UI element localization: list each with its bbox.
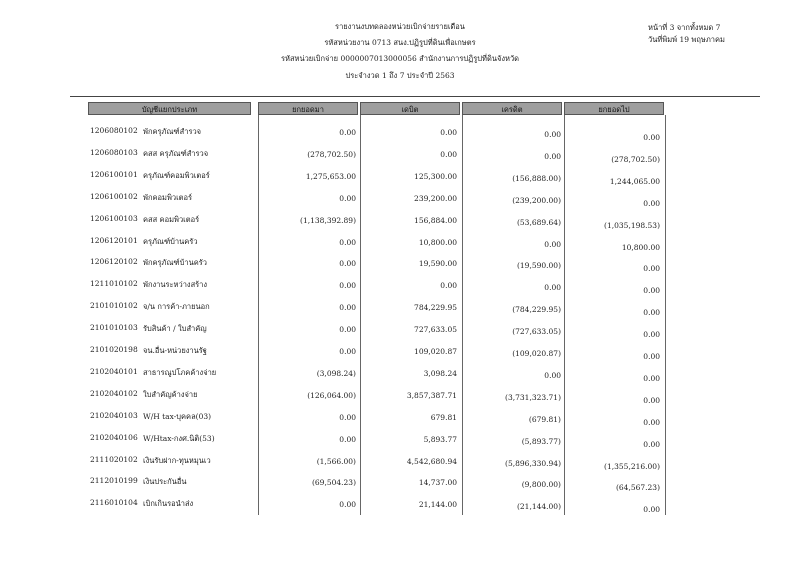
brought-forward-value: (1,138,392.89) [300,215,356,225]
account-name: คสส ครุภัณฑ์สำรวจ [143,148,209,158]
print-date: วันที่พิมพ์ 19 พฤษภาคม [648,35,725,44]
debit-value: 5,893.77 [423,434,457,444]
brought-forward-value: 0.00 [339,193,356,203]
table-row [0,232,800,251]
brought-forward-value: 0.00 [339,303,356,313]
agency-line: รหัสหน่วยงาน 0713 สนง.ปฏิรูปที่ดินเพื่อเกษตร [324,38,476,47]
credit-value: 0.00 [544,130,561,139]
account-code: 1206100103 [90,213,138,223]
credit-value: (19,590.00) [516,261,561,271]
carried-forward-value: 0.00 [643,373,660,383]
table-row [0,122,800,141]
account-name: พักครุภัณฑ์สำรวจ [143,127,202,136]
debit-value: 727,633.05 [414,325,457,335]
column-header-carried-forward: ยกยอดไป [564,102,664,115]
account-code: 2102040106 [90,432,138,442]
credit-value: (3,731,323.71) [505,392,561,402]
debit-value: 156,884.00 [414,215,457,225]
account-name: เบิกเกินรอนำส่ง [143,499,194,509]
table-row [0,407,800,426]
report-title: รายงานงบทดลองหน่วยเบิกจ่ายรายเดือน [335,22,465,31]
account-code: 1206080103 [90,147,138,157]
account-name: W/Htax-กงศ.นิติ(53) [143,433,215,443]
account-name: เงินประกันอื่น [143,477,187,487]
brought-forward-value: 0.00 [339,500,356,510]
account-code: 1206100102 [90,191,138,201]
table-row [0,451,800,470]
brought-forward-value: 0.00 [339,325,356,335]
debit-value: 19,590.00 [418,259,457,269]
column-header-brought-forward: ยกยอดมา [258,102,358,115]
account-name: รับสินค้า / ใบสำคัญ [143,324,207,334]
account-code: 2111020102 [90,454,138,464]
brought-forward-value: 0.00 [339,281,356,291]
carried-forward-value: 10,800.00 [621,242,660,252]
table-row [0,472,800,491]
account-code: 2102040103 [90,410,138,420]
credit-value: 0.00 [544,283,561,293]
carried-forward-value: 0.00 [643,198,660,208]
credit-value: (784,229.95) [512,305,561,315]
debit-value: 125,300.00 [414,171,457,181]
brought-forward-value: (69,504.23) [311,478,356,488]
account-name: จ/น การค้า-ภายนอก [143,302,210,312]
credit-value: (53,689.64) [516,217,561,227]
carried-forward-value: 0.00 [643,330,660,340]
table-row [0,429,800,448]
credit-value: (109,020.87) [512,349,561,358]
brought-forward-value: 0.00 [339,434,356,444]
debit-value: 21,144.00 [418,500,457,510]
table-row [0,166,800,185]
column-header-debit: เดบิต [360,102,460,115]
debit-value: 0.00 [440,128,457,137]
brought-forward-value: (126,064.00) [307,390,356,400]
debit-value: 679.81 [430,412,457,422]
carried-forward-value: 0.00 [643,133,660,142]
account-name: ครุภัณฑ์บ้านครัว [143,236,198,246]
account-name: ครุภัณฑ์คอมพิวเตอร์ [143,170,210,180]
account-code: 2116010104 [90,498,138,508]
page-info [648,22,748,46]
debit-value: 0.00 [440,149,457,159]
account-name: คสส คอมพิวเตอร์ [143,214,200,224]
table-row [0,494,800,513]
credit-value: (679.81) [528,414,561,424]
carried-forward-value: (1,035,198.53) [604,220,660,230]
debit-value: 239,200.00 [414,193,457,203]
table-row [0,275,800,294]
credit-value: (21,144.00) [516,502,561,512]
brought-forward-value: 1,275,653.00 [305,171,356,181]
account-name: ใบสำคัญค้างจ่าย [143,389,198,399]
credit-value: (156,888.00) [512,173,561,183]
debit-value: 14,737.00 [418,478,457,488]
disbursement-unit-line: รหัสหน่วยเบิกจ่าย 0000007013000056 สำนักงานการปฏิรูปที่ดินจังหวัด [280,54,520,63]
debit-value: 784,229.95 [414,303,457,313]
page-number: หน้าที่ 3 จากทั้งหมด 7 [648,23,721,32]
credit-value: 0.00 [544,151,561,161]
account-code: 1206120101 [90,235,138,245]
carried-forward-value: 0.00 [643,352,660,361]
brought-forward-value: 0.00 [339,128,356,137]
table-row [0,363,800,382]
table-row [0,319,800,338]
account-code: 1206120102 [90,257,138,267]
account-code: 2102040101 [90,366,138,376]
column-header-account: บัญชีแยกประเภท [88,102,251,115]
account-name: เงินรับฝาก-ทุนหมุนเว [143,455,211,465]
account-code: 1206100101 [90,169,138,179]
table-row [0,253,800,272]
table-row [0,297,800,316]
brought-forward-value: 0.00 [339,347,356,356]
debit-value: 10,800.00 [418,237,457,247]
brought-forward-value: 0.00 [339,259,356,269]
carried-forward-value: (278,702.50) [611,154,660,164]
carried-forward-value: 0.00 [643,395,660,405]
account-name: W/H tax-บุคคล(03) [143,411,212,421]
account-name: พักงานระหว่างสร้าง [143,280,208,290]
brought-forward-value: 0.00 [339,237,356,247]
table-row [0,341,800,360]
credit-value: (5,896,330.94) [505,458,561,468]
table-row [0,385,800,404]
account-code: 2101010102 [90,301,138,311]
account-code: 1211010102 [90,279,138,289]
account-code: 2101010103 [90,323,138,333]
account-name: สาธารณูปโภคค้างจ่าย [143,367,217,377]
carried-forward-value: 0.00 [643,308,660,318]
carried-forward-value: 0.00 [643,505,660,515]
account-code: 2102040102 [90,388,138,398]
credit-value: (727,633.05) [512,327,561,337]
table-row [0,210,800,229]
credit-value: 0.00 [544,239,561,249]
debit-value: 3,857,387.71 [406,390,457,400]
table-row [0,144,800,163]
account-name: พักครุภัณฑ์บ้านครัว [143,258,208,268]
credit-value: (239,200.00) [512,195,561,205]
carried-forward-value: 0.00 [643,264,660,274]
debit-value: 109,020.87 [414,347,457,356]
table-row [0,188,800,207]
brought-forward-value: 0.00 [339,412,356,422]
carried-forward-value: 0.00 [643,286,660,296]
carried-forward-value: (64,567.23) [615,483,660,493]
account-name: จน.อื่น-หน่วยงานรัฐ [143,346,207,355]
brought-forward-value: (278,702.50) [307,149,356,159]
carried-forward-value: 1,244,065.00 [609,176,660,186]
account-name: พักคอมพิวเตอร์ [143,192,193,202]
header-rule [70,96,760,97]
brought-forward-value: (3,098.24) [316,368,356,378]
debit-value: 4,542,680.94 [406,456,457,466]
credit-value: (9,800.00) [521,480,561,490]
debit-value: 3,098.24 [423,368,457,378]
carried-forward-value: 0.00 [643,417,660,427]
account-code: 1206080102 [90,126,138,135]
carried-forward-value: 0.00 [643,439,660,449]
debit-value: 0.00 [440,281,457,291]
carried-forward-value: (1,355,216.00) [604,461,660,471]
credit-value: 0.00 [544,370,561,380]
period-line: ประจำงวด 1 ถึง 7 ประจำปี 2563 [345,71,455,80]
account-code: 2112010199 [90,476,138,486]
credit-value: (5,893.77) [521,436,561,446]
account-code: 2101020198 [90,345,138,354]
column-header-credit: เครดิต [462,102,562,115]
brought-forward-value: (1,566.00) [316,456,356,466]
